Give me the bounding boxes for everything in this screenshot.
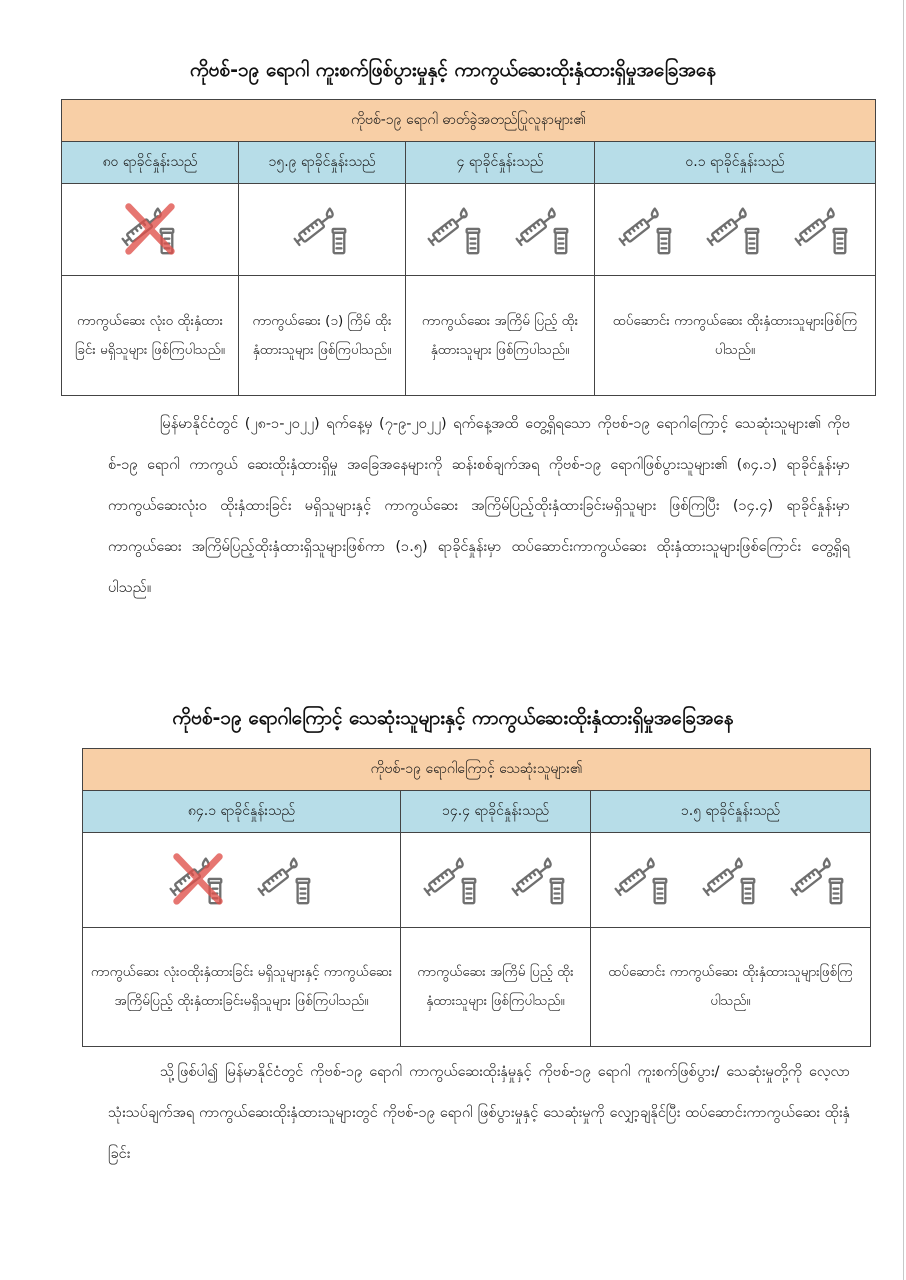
icon-cell — [595, 184, 876, 276]
page-edge-line — [903, 0, 904, 1280]
description-row — [62, 276, 876, 396]
vaccine-icon-group — [612, 847, 850, 909]
icon-cell — [401, 833, 591, 928]
crossed-syringe-vial-icon — [167, 847, 229, 909]
icon-cell — [83, 833, 401, 928]
syringe-vial-icon — [792, 197, 854, 259]
vaccine-icon-group — [421, 847, 571, 909]
description: ထပ်ဆောင်း ကာကွယ်ဆေး ထိုးနှံထားသူများဖြစ်ကြပါသည်။ — [595, 276, 876, 396]
table-header-row — [83, 749, 871, 791]
description: ကာကွယ်ဆေး လုံး၀ထိုးနှံထားခြင်း မရှိသူများနှင့် ကာကွယ်ဆေး အကြိမ်ပြည့် ထိုးနှံထားခြင်းမရှိသူများ ဖြစ်ကြပါသည်။ — [83, 928, 401, 1047]
percent-label: ၀.၁ ရာခိုင်နှုန်းသည် — [595, 142, 876, 184]
section2-title: ကိုဗစ်-၁၉ ရောဂါကြောင့် သေဆုံးသူများနှင့် ကာကွယ်ဆေးထိုးနှံထားရှိမှုအခြေအနေ — [172, 707, 734, 729]
syringe-vial-icon — [700, 847, 762, 909]
icon-cell — [62, 184, 239, 276]
icon-cell — [591, 833, 871, 928]
percent-label: ၈၀ ရာခိုင်နှုန်းသည် — [62, 142, 239, 184]
table-header: ကိုဗစ်-၁၉ ရောဂါ ဓာတ်ခွဲအတည်ပြုလူနာများ၏ — [62, 100, 876, 142]
percent-label: ၁၄.၄ ရာခိုင်နှုန်းသည် — [401, 791, 591, 833]
percent-label: ၁၅.၉ ရာခိုင်နှုန်းသည် — [239, 142, 406, 184]
description: ကာကွယ်ဆေး အကြိမ် ပြည့် ထိုးနှံထားသူများ ဖြစ်ကြပါသည်။ — [406, 276, 595, 396]
syringe-vial-icon — [509, 847, 571, 909]
syringe-vial-icon — [704, 197, 766, 259]
body-paragraph: သို့ဖြစ်ပါ၍ မြန်မာနိုင်ငံတွင် ကိုဗစ်-၁၉ ရောဂါ ကာကွယ်ဆေးထိုးနှံမှုနှင့် ကိုဗစ်-၁၉ ရောဂါ ကူးစက်ဖြစ်ပွား/ သေဆုံးမှုတို့ကို လေ့လာသုံးသပ်ချက်အရ ကာကွယ်ဆေးထိုးနှံထားသူများတွင် ကိုဗစ်-၁၉ ရောဂါ ဖြစ်ပွားမှုနှင့် သေဆုံးမှုကို လျှော့ချနိုင်ပြီး ထပ်ဆောင်းကာကွယ်ဆေး ထိုးနှံခြင်း — [108, 1064, 850, 1162]
syringe-vial-icon — [788, 847, 850, 909]
description: ထပ်ဆောင်း ကာကွယ်ဆေး ထိုးနှံထားသူများဖြစ်ကြပါသည်။ — [591, 928, 871, 1047]
icon-cell — [239, 184, 406, 276]
percent-label: ၈၄.၁ ရာခိုင်နှုန်းသည် — [83, 791, 401, 833]
syringe-vial-icon — [291, 197, 353, 259]
syringe-vial-icon — [513, 197, 575, 259]
percent-label: ၄ ရာခိုင်နှုန်းသည် — [406, 142, 595, 184]
syringe-vial-icon — [255, 847, 317, 909]
table-header-row — [62, 100, 876, 142]
section1-title: ကိုဗစ်-၁၉ ရောဂါ ကူးစက်ဖြစ်ပွားမှုနှင့် ကာကွယ်ဆေးထိုးနှံထားရှိမှုအခြေအနေ — [189, 59, 717, 81]
crossed-syringe-vial-icon — [119, 197, 181, 259]
percent-row — [83, 791, 871, 833]
percent-label: ၁.၅ ရာခိုင်နှုန်းသည် — [591, 791, 871, 833]
syringe-vial-icon — [425, 197, 487, 259]
icon-row — [62, 184, 876, 276]
syringe-vial-icon — [616, 197, 678, 259]
table-header: ကိုဗစ်-၁၉ ရောဂါကြောင့် သေဆုံးသူများ၏ — [83, 749, 871, 791]
confirmed-cases-vaccination-table — [61, 99, 876, 396]
percent-row — [62, 142, 876, 184]
icon-row — [83, 833, 871, 928]
syringe-vial-icon — [612, 847, 674, 909]
description: ကာကွယ်ဆေး အကြိမ် ပြည့် ထိုးနှံထားသူများ ဖြစ်ကြပါသည်။ — [401, 928, 591, 1047]
vaccine-icon-group — [616, 197, 854, 259]
icon-cell — [406, 184, 595, 276]
vaccine-icon-group — [119, 197, 181, 259]
description-row — [83, 928, 871, 1047]
deaths-vaccination-table — [82, 748, 871, 1047]
syringe-vial-icon — [421, 847, 483, 909]
body-paragraph: မြန်မာနိုင်ငံတွင် (၂၈-၁-၂၀၂၂) ရက်နေ့မှ (၇-၉-၂၀၂၂) ရက်နေ့အထိ တွေ့ရှိရသော ကိုဗစ်-၁၉ ရောဂါကြောင့် သေဆုံးသူများ၏ ကိုဗစ်-၁၉ ရောဂါ ကာကွယ် ဆေးထိုးနှံထားရှိမှု အခြေအနေများကို ဆန်းစစ်ချက်အရ ကိုဗစ်-၁၉ ရောဂါဖြစ်ပွားသူများ၏ (၈၄.၁) ရာခိုင်နှုန်းမှာ ကာကွယ်ဆေးလုံး၀ ထိုးနှံထားခြင်း မရှိသူများနှင့် ကာကွယ်ဆေး အကြိမ်ပြည့်ထိုးနှံထားခြင်းမရှိသူများ ဖြစ်ကြပြီး (၁၄.၄) ရာခိုင်နှုန်းမှာ ကာကွယ်ဆေး အကြိမ်ပြည့်ထိုးနှံထားရှိသူများဖြစ်ကာ (၁.၅) ရာခိုင်နှုန်းမှာ ထပ်ဆောင်းကာကွယ်ဆေး ထိုးနှံထားသူများဖြစ်ကြောင်း တွေ့ရှိရပါသည်။ — [108, 416, 850, 596]
vaccine-icon-group — [167, 847, 317, 909]
description: ကာကွယ်ဆေး လုံး၀ ထိုးနှံထားခြင်း မရှိသူများ ဖြစ်ကြပါသည်။ — [62, 276, 239, 396]
vaccine-icon-group — [291, 197, 353, 259]
description: ကာကွယ်ဆေး (၁) ကြိမ် ထိုးနှံထားသူများ ဖြစ်ကြပါသည်။ — [239, 276, 406, 396]
vaccine-icon-group — [425, 197, 575, 259]
